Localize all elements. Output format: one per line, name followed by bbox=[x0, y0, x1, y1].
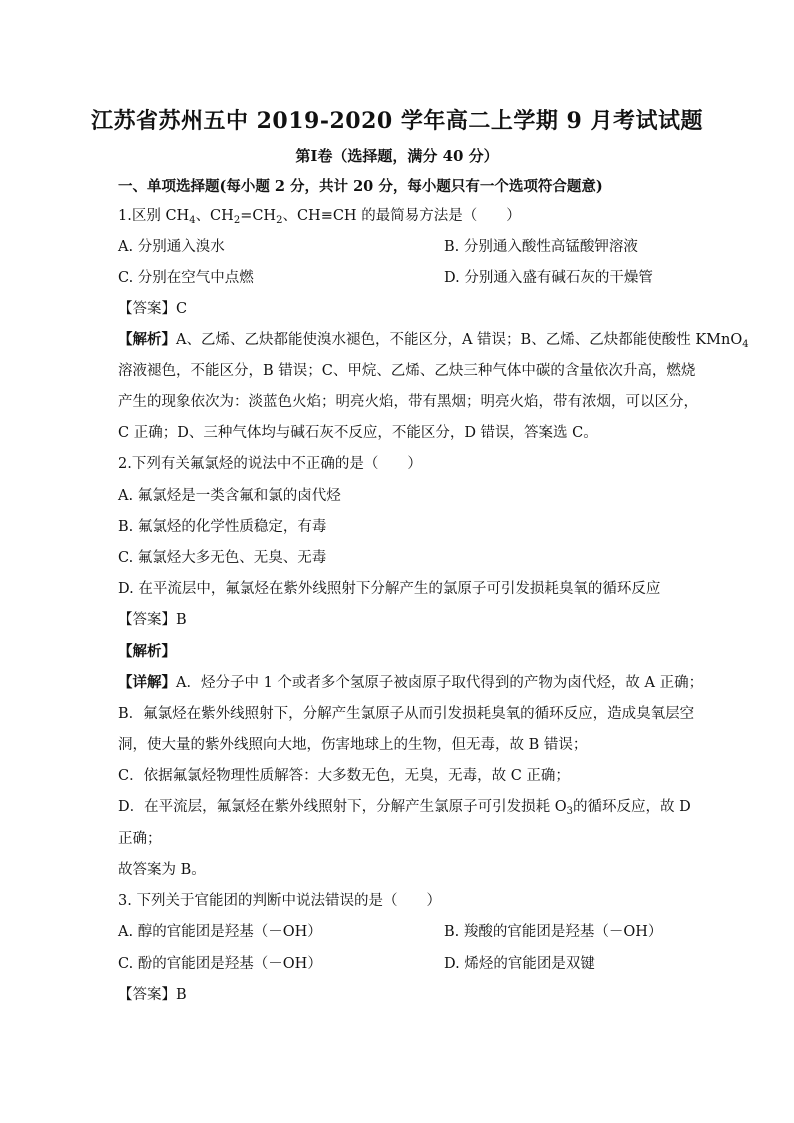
question-2-option-a: A. 氟氯烃是一类含氟和氯的卤代烃 bbox=[118, 488, 341, 504]
question-2-conclusion: 故答案为 B。 bbox=[118, 862, 206, 878]
document-title: 江苏省苏州五中 2019-2020 学年高二上学期 9 月考试试题 bbox=[90, 108, 704, 134]
question-1-option-c: C. 分别在空气中点燃 bbox=[118, 270, 254, 286]
question-2-detail-line-2: B．氟氯烃在紫外线照射下，分解产生氯原子从而引发损耗臭氧的循环反应，造成臭氧层空 bbox=[118, 706, 695, 722]
question-2-detail-line-4: C．依据氟氯烃物理性质解答：大多数无色，无臭，无毒，故 C 正确； bbox=[118, 768, 570, 784]
question-3-stem: 3. 下列关于官能团的判断中说法错误的是（ ） bbox=[118, 893, 441, 909]
question-3-option-d: D. 烯烃的官能团是双键 bbox=[444, 956, 595, 972]
question-2-detail-line-1: 【详解】A．烃分子中 1 个或者多个氢原子被卤原子取代得到的产物为卤代烃，故 A 正确； bbox=[118, 674, 704, 691]
question-1-answer: 【答案】C bbox=[118, 301, 188, 317]
question-2-option-d: D. 在平流层中，氟氯烃在紫外线照射下分解产生的氯原子可引发损耗臭氧的循环反应 bbox=[118, 581, 661, 597]
question-2-answer: 【答案】B bbox=[118, 612, 187, 628]
question-3-option-c: C. 酚的官能团是羟基（－OH） bbox=[118, 956, 322, 972]
section-heading: 一、单项选择题(每小题 2 分，共计 20 分，每小题只有一个选项符合题意) bbox=[118, 178, 603, 195]
question-3-option-a: A. 醇的官能团是羟基（－OH） bbox=[118, 924, 322, 940]
question-2-detail-line-5: D．在平流层，氟氯烃在紫外线照射下，分解产生氯原子可引发损耗 $O_3$的循环反应，故 D bbox=[118, 799, 691, 817]
question-1-option-d: D. 分别通入盛有碱石灰的干燥管 bbox=[444, 270, 653, 286]
question-1-stem: 1.区别 $CH_4$、$CH_2=CH_2$、CH≡CH 的最简易方法是（ ） bbox=[118, 208, 521, 226]
question-1-option-a: A. 分别通入溴水 bbox=[118, 239, 225, 255]
question-1-analysis-line-3: 产生的现象依次为：淡蓝色火焰；明亮火焰，带有黑烟；明亮火焰，带有浓烟，可以区分， bbox=[118, 394, 698, 410]
question-2-detail-line-6: 正确； bbox=[118, 831, 162, 847]
question-2-option-c: C. 氟氯烃大多无色、无臭、无毒 bbox=[118, 550, 327, 566]
question-2-detail-line-3: 洞，使大量的紫外线照向大地，伤害地球上的生物，但无毒，故 B 错误； bbox=[118, 737, 588, 753]
question-3-option-b: B. 羧酸的官能团是羟基（－OH） bbox=[444, 924, 663, 940]
question-2-stem: 2.下列有关氟氯烃的说法中不正确的是（ ） bbox=[118, 456, 422, 472]
question-1-option-b: B. 分别通入酸性高锰酸钾溶液 bbox=[444, 239, 638, 255]
question-3-answer: 【答案】B bbox=[118, 987, 187, 1003]
section-subtitle: 第Ⅰ卷（选择题，满分 40 分） bbox=[295, 147, 499, 165]
question-2-analysis-label: 【解析】 bbox=[118, 643, 176, 660]
question-1-analysis-line-4: C 正确；D、三种气体均与碱石灰不反应，不能区分，D 错误，答案选 C。 bbox=[118, 425, 598, 441]
question-1-analysis-line-2: 溶液褪色，不能区分，B 错误；C、甲烷、乙烯、乙炔三种气体中碳的含量依次升高，燃烧 bbox=[118, 363, 696, 379]
question-1-analysis-line-1: 【解析】A、乙烯、乙炔都能使溴水褪色，不能区分，A 错误；B、乙烯、乙炔都能使酸性 KMnO$_4$ bbox=[118, 331, 749, 350]
question-2-option-b: B. 氟氯烃的化学性质稳定，有毒 bbox=[118, 519, 327, 535]
